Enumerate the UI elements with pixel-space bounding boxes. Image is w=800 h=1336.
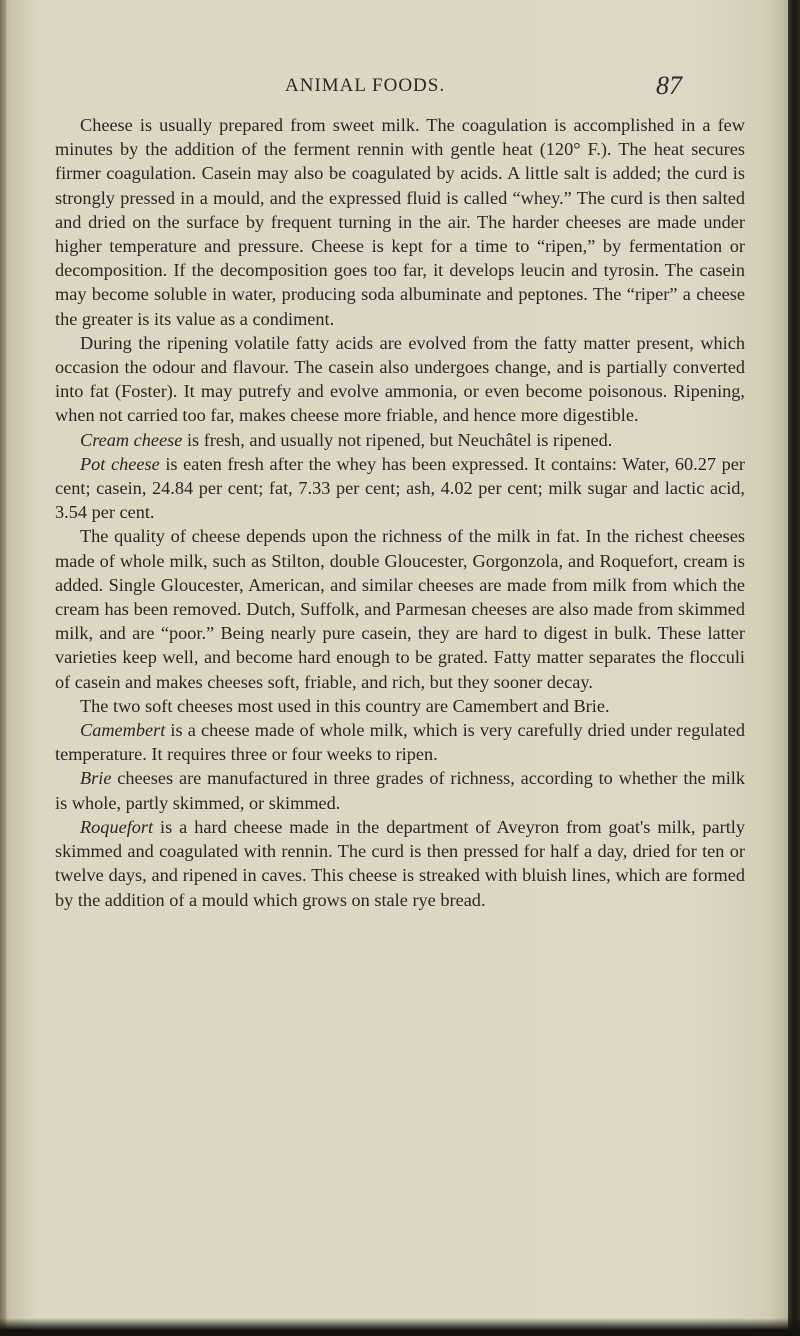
paragraph <box>55 718 745 766</box>
paragraph <box>55 331 745 428</box>
paragraph <box>55 452 745 525</box>
paragraph-text: Cheese is usually prepared from sweet milk. The coagulation is accomplished in a few minutes by the addition of the ferment rennin with gentle heat (120° F.). The heat secures firmer coagulation. Casein may also be coagulated by acids. A little salt is added; the curd is strongly pressed in a mould, and the expressed fluid is called “whey.” The curd is then salted and dried on the surface by frequent turning in the air. The harder cheeses are made under higher temperature and pressure. Cheese is kept for a time to “ripen,” by fermentation or decomposition. If the decomposition goes too far, it develops leucin and tyrosin. The casein may become soluble in water, producing soda albuminate and peptones. The “riper” a cheese the greater is its value as a condiment. <box>55 115 745 329</box>
page-header <box>0 72 788 102</box>
paragraph-text: During the ripening volatile fatty acids are evolved from the fatty matter present, which occasion the odour and flavour. The casein also undergoes change, and is partially converted into fat (Foster). It may putrefy and evolve ammonia, or even become poisonous. Ripening, when not carried too far, makes cheese more friable, and hence more digestible. <box>55 332 745 426</box>
paragraph-term: Pot cheese <box>80 453 160 474</box>
paragraph-text: cheeses are manufactured in three grades of richness, according to whether the milk is whole, partly skimmed, or skimmed. <box>55 768 745 813</box>
paragraph-text: is eaten fresh after the whey has been expressed. It contains: Water, 60.27 per cent; casein, 24.84 per cent; fat, 7.33 per cent; ash, 4.02 per cent; milk sugar and lactic acid, 3.54 per cent. <box>55 453 745 523</box>
paragraph <box>55 428 745 452</box>
paragraph-term: Camembert <box>80 720 166 741</box>
paragraph-term: Cream cheese <box>80 429 183 450</box>
paragraph-text: is a cheese made of whole milk, which is very carefully dried under regulated temperature. It requires three or four weeks to ripen. <box>55 720 745 765</box>
paragraph <box>55 524 745 693</box>
paragraph <box>55 694 745 718</box>
page-spine-shadow <box>0 0 6 1336</box>
paragraph-text: is fresh, and usually not ripened, but Neuchâtel is ripened. <box>182 429 613 450</box>
paragraph <box>55 766 745 814</box>
book-edge-shadow <box>788 0 800 1336</box>
bottom-edge-shadow <box>0 1318 800 1336</box>
running-title: ANIMAL FOODS. <box>285 75 446 96</box>
paragraph <box>55 113 745 331</box>
paragraph-text: The quality of cheese depends upon the richness of the milk in fat. In the richest cheeses made of whole milk, such as Stilton, double Gloucester, Gorgonzola, and Roquefort, cream is added. Single Gloucester, American, and similar cheeses are made from milk from which the cream has been removed. Dutch, Suffolk, and Parmesan cheeses are also made from skimmed milk, and are “poor.” Being nearly pure casein, they are hard to digest in bulk. These latter varieties keep well, and become hard enough to be grated. Fatty matter separates the flocculi of casein and makes cheeses soft, friable, and rich, but they sooner decay. <box>55 526 745 692</box>
body-text <box>55 113 745 912</box>
paragraph <box>55 815 745 912</box>
paragraph-text: The two soft cheeses most used in this country are Camembert and Brie. <box>80 695 610 716</box>
page-number: 87 <box>656 71 682 100</box>
paragraph-term: Brie <box>80 768 112 789</box>
paragraph-text: is a hard cheese made in the department of Aveyron from goat's milk, partly skimmed and coagulated with rennin. The curd is then pressed for half a day, dried for ten or twelve days, and ripened in caves. This cheese is streaked with bluish lines, which are formed by the addition of a mould which grows on stale rye bread. <box>55 816 745 910</box>
paragraph-term: Roquefort <box>80 816 154 837</box>
